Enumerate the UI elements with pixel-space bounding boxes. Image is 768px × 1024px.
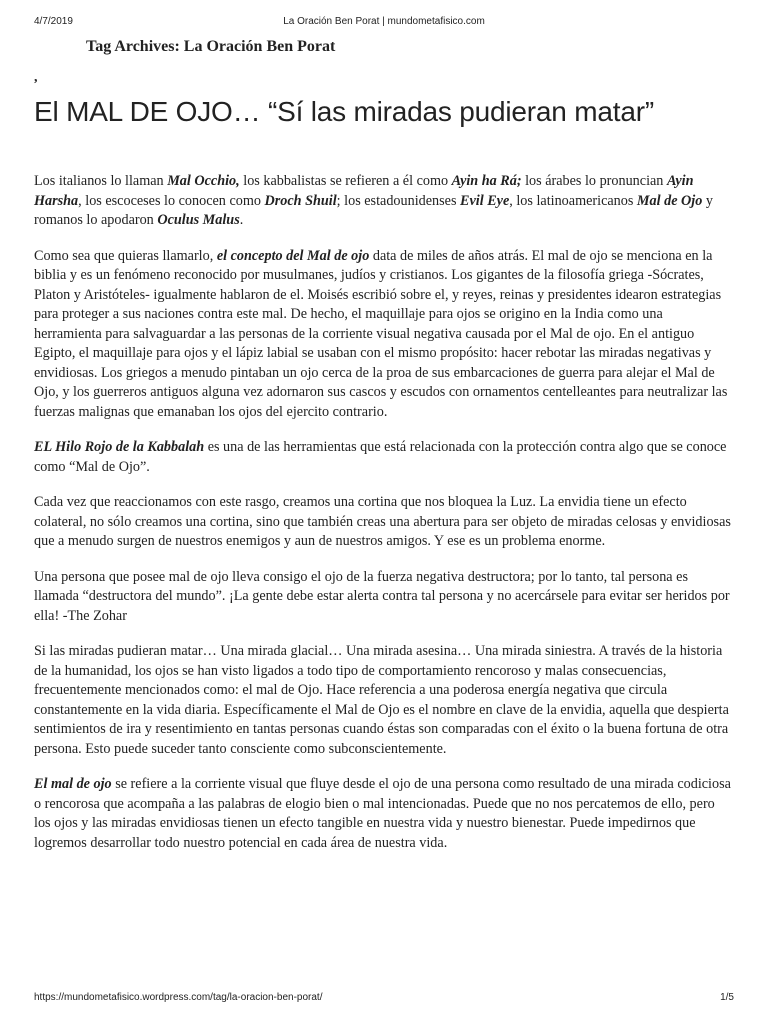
post-content xyxy=(34,172,734,869)
paragraph-text: Si las miradas pudieran matar… Una mirada glacial… Una mirada asesina… Una mirada siniestra. A través de la historia de la humanidad, los ojos se han visto ligados a todo tipo de comportamiento rencoroso y malas consecuencias, frecuentemente mencionados como: el mal de Ojo. Hace referencia a una poderosa energía negativa que circula constantemente en la vida diaria. Específicamente el Mal de Ojo es el nombre en clave de la envidia, aquella que despierta sentimientos de ira y resentimiento en tantas personas cuando éstas son comparadas con el éxito o la buena fortuna de otra persona. Esto puede suceder tanto consciente como subconscientemente. xyxy=(34,643,729,757)
print-page-number: 1/5 xyxy=(720,992,734,1003)
post-paragraph xyxy=(34,438,734,477)
emphasized-term: Mal Occhio, xyxy=(167,173,240,189)
emphasized-term: EL Hilo Rojo de la Kabbalah xyxy=(34,439,205,455)
post-paragraph xyxy=(34,172,734,231)
paragraph-text: , los escoceses lo conocen como xyxy=(78,192,265,209)
print-url: https://mundometafisico.wordpress.com/tag/la-oracion-ben-porat/ xyxy=(34,992,323,1003)
paragraph-text: . xyxy=(239,212,244,228)
post-paragraph xyxy=(34,775,734,853)
print-date: 4/7/2019 xyxy=(34,16,73,27)
post-paragraph xyxy=(34,568,734,627)
emphasized-term: Ayin Harsha xyxy=(34,173,694,209)
post-paragraph xyxy=(34,247,734,423)
paragraph-text: Los italianos lo llaman xyxy=(34,173,168,189)
post-title[interactable] xyxy=(34,96,654,128)
paragraph-text: Como sea que quieras llamarlo, xyxy=(34,247,217,264)
archive-title: Tag Archives: La Oración Ben Porat xyxy=(86,38,336,55)
print-header xyxy=(0,16,768,32)
emphasized-term: Ayin ha Rá; xyxy=(451,173,522,189)
paragraph-text: Una persona que posee mal de ojo lleva consigo el ojo de la fuerza negativa destructora; por lo tanto, tal persona es llamada “destructora del mundo”. ¡La gente debe estar alerta contra tal persona y no acercársele para evitar ser heridos por ella! -The Zohar xyxy=(34,568,730,624)
paragraph-text: Cada vez que reaccionamos con este rasgo, creamos una cortina que nos bloquea la Luz. La envidia tiene un efecto colateral, no sólo creamos una cortina, sino que también creas una abertura para ser objeto de miradas celosas y envidiosas que a menudo surgen de nuestros enemigos y aun de nuestros amigos. Y ese es un problema enorme. xyxy=(34,494,731,549)
print-page-title: La Oración Ben Porat | mundometafisico.com xyxy=(283,16,485,27)
post-title-link[interactable]: El MAL DE OJO… “Sí las miradas pudieran matar” xyxy=(34,96,654,127)
post-paragraph xyxy=(34,642,734,759)
paragraph-text: ; los estadounidenses xyxy=(336,192,461,209)
paragraph-text: y romanos lo apodaron xyxy=(34,192,713,228)
paragraph-text: se refiere a la corriente visual que fluye desde el ojo de una persona como resultado de una mirada codiciosa o rencorosa que acompaña a las palabras de elogio bien o mal intencionadas. Puede que no nos percatemos de ello, pero los ojos y las miradas envidiosas tienen un efecto tangible en nuestra vida y nuestro bienestar. Puede impedirnos que logremos desarrollar todo nuestro potencial en cada área de nuestra vida. xyxy=(34,776,731,851)
paragraph-text: los kabbalistas se refieren a él como xyxy=(239,173,452,189)
paragraph-text: data de miles de años atrás. El mal de ojo se menciona en la biblia y es un fenómeno reconocido por musulmanes, judíos y cristianos. Los gigantes de la filosofía griega -Sócrates, Platon y Aristóteles- igualmente hablaron de el. Moisés escribió sobre el, y reyes, reinas y presidentes idearon estrategias para proteger a sus naciones contra este mal. De hecho, el maquillaje para ojos se origino en la India como una herramienta para salvaguardar a las personas de la corriente visual negativa causada por el Mal de ojo. En el antiguo Egipto, el maquillaje para ojos y el lápiz labial se usaban con el mismo propósito: hacer rebotar las miradas negativas y envidiosas. Los griegos a menudo pintaban un ojo cerca de la proa de sus embarcaciones de guerra para alejar el Mal de Ojo, y los guerreros antiguos alguna vez adornaron sus cascos y escudos con ornamentos centelleantes para neutralizar las fuerzas malignas que emanaban los ojos del ejercito contrario. xyxy=(34,247,728,420)
emphasized-term: Mal de Ojo xyxy=(636,192,703,209)
paragraph-text: es una de las herramientas que está relacionada con la protección contra algo que se conoce como “Mal de Ojo”. xyxy=(34,439,727,475)
emphasized-term: El mal de ojo xyxy=(34,776,112,792)
stray-mark: , xyxy=(34,70,38,85)
emphasized-term: Evil Eye xyxy=(460,192,510,209)
emphasized-term: Droch Shuil xyxy=(264,192,337,209)
emphasized-term: el concepto del Mal de ojo xyxy=(216,247,370,264)
emphasized-term: Oculus Malus xyxy=(157,212,240,228)
paragraph-text: , los latinoamericanos xyxy=(509,192,637,209)
post-paragraph xyxy=(34,493,734,552)
paragraph-text: los árabes lo pronuncian xyxy=(521,173,667,189)
print-footer xyxy=(0,992,768,1008)
